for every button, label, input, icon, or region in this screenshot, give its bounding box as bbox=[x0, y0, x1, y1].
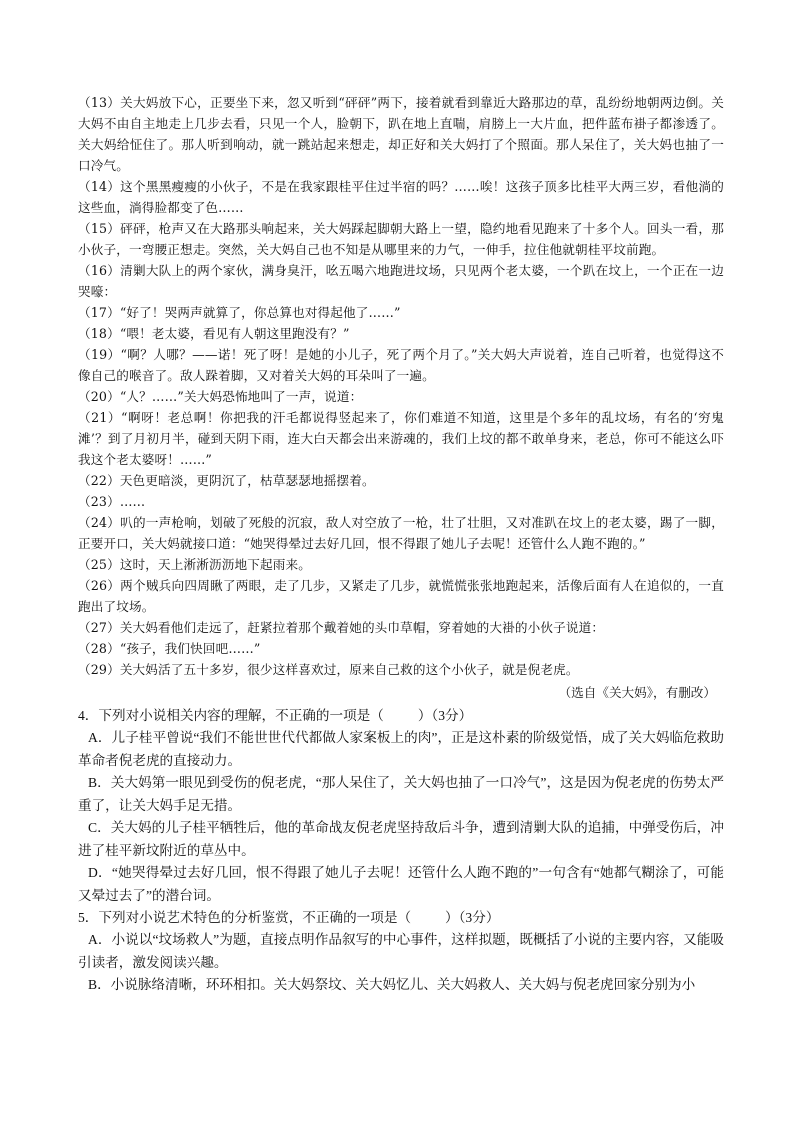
question-stem bbox=[78, 705, 724, 727]
story-paragraph: （26）两个贼兵向四周瞅了两眼，走了几步，又紧走了几步，就慌慌张张地跑起来，活像后面有人在追似的，一直跑出了坟场。 bbox=[78, 578, 724, 614]
question-score: ）（3分） bbox=[417, 708, 473, 723]
story-paragraph: （15）砰砰，枪声又在大路那头响起来，关大妈踩起脚朝大路上一望，隐约地看见跑来了十多个人。回头一看，那小伙子，一弯腰正想走。突然，关大妈自己也不知是从哪里来的力气，一伸手，拉住他就朝桂平坟前跑。 bbox=[78, 221, 724, 257]
exam-page bbox=[78, 92, 724, 997]
story-paragraph: （27）关大妈看他们走远了，赶紧拉着那个戴着她的头巾草帽，穿着她的大褂的小伙子说道： bbox=[78, 620, 605, 635]
question-5 bbox=[78, 907, 724, 997]
story-paragraph: （29）关大妈活了五十多岁，很少这样喜欢过，原来自己救的这个小伙子，就是倪老虎。 bbox=[78, 662, 579, 677]
story-paragraph: （24）叭的一声枪响，划破了死般的沉寂，敌人对空放了一枪，壮了壮胆，又对准趴在坟上的老太婆，踢了一脚，正要开口，关大妈就接口道：“她哭得晕过去好几回，恨不得跟了她儿子去呢！还管什么人跑不跑的。” bbox=[78, 515, 724, 551]
question-stem bbox=[78, 907, 724, 929]
option-b: B．小说脉络清晰，环环相扣。关大妈祭坟、关大妈忆儿、关大妈救人、关大妈与倪老虎回家分别为小 bbox=[88, 977, 696, 992]
story-paragraph: （14）这个黑黑瘦瘦的小伙子，不是在我家跟桂平住过半宿的吗？……唉！这孩子顶多比桂平大两三岁，看他淌的这些血，淌得脸都变了色…… bbox=[78, 179, 724, 215]
story-paragraph: （16）清剿大队上的两个家伙，满身臭汗，吆五喝六地跑进坟场，只见两个老太婆，一个趴在坟上，一个正在一边哭嚎： bbox=[78, 263, 724, 299]
story-paragraph: （19）“啊？人哪？——诺！死了呀！是她的小儿子，死了两个月了。”关大妈大声说着，连自己听着，也觉得这不像自己的喉音了。敌人跺着脚，又对着关大妈的耳朵叫了一遍。 bbox=[78, 347, 724, 383]
story-paragraph: （25）这时，天上淅淅沥沥地下起雨来。 bbox=[78, 557, 311, 572]
option-a: A．儿子桂平曾说“我们不能世世代代都做人家案板上的肉”，正是这朴素的阶级觉悟，成了关大妈临危救助革命者倪老虎的直接动力。 bbox=[78, 730, 724, 768]
option-c: C．关大妈的儿子桂平牺牲后，他的革命战友倪老虎坚持敌后斗争，遭到清剿大队的追捕，中弹受伤后，冲进了桂平新坟附近的草丛中。 bbox=[78, 820, 724, 858]
option-d: D．“她哭得晕过去好几回，恨不得跟了她儿子去呢！还管什么人跑不跑的”一句含有“她都气糊涂了，可能又晕过去了”的潜台词。 bbox=[78, 865, 724, 903]
question-stem-text: 4．下列对小说相关内容的理解，不正确的一项是（ bbox=[78, 708, 384, 723]
question-stem-text: 5．下列对小说艺术特色的分析鉴赏，不正确的一项是（ bbox=[78, 910, 412, 925]
question-list bbox=[78, 705, 724, 997]
option-b: B．关大妈第一眼见到受伤的倪老虎，“那人呆住了，关大妈也抽了一口冷气”，这是因为倪老虎的伤势太严重了，让关大妈手足无措。 bbox=[78, 775, 724, 813]
story-paragraph: （21）“啊呀！老总啊！你把我的汗毛都说得竖起来了，你们难道不知道，这里是个多年的乱坟场，有名的‘穷鬼滩’？到了月初月半，碰到天阴下雨，连大白天都会出来游魂的，我们上坟的都不敢单身来，老总，你可不能这么吓我这个老太婆呀！……” bbox=[78, 410, 724, 467]
story-passage bbox=[78, 92, 724, 703]
source-attribution: （选自《关大妈》，有删改） bbox=[558, 685, 716, 700]
story-paragraph: （28）“孩子，我们快回吧……” bbox=[78, 641, 261, 656]
story-paragraph: （20）“人？……”关大妈恐怖地叫了一声，说道： bbox=[78, 389, 363, 404]
story-paragraph: （22）天色更暗淡，更阴沉了，枯草瑟瑟地摇摆着。 bbox=[78, 473, 375, 488]
question-4 bbox=[78, 705, 724, 907]
story-paragraph: （13）关大妈放下心，正要坐下来，忽又听到“砰砰”两下，接着就看到靠近大路那边的草，乱纷纷地朝两边倒。关大妈不由自主地走上几步去看，只见一个人，脸朝下，趴在地上直喘，肩膀上一大片血，把件蓝布褂子都渗透了。关大妈给怔住了。那人听到响动，就一跳站起来想走，却正好和关大妈打了个照面。那人呆住了，关大妈也抽了一口冷气。 bbox=[78, 95, 724, 173]
story-paragraph: （18）“喂！老太婆，看见有人朝这里跑没有？” bbox=[78, 326, 350, 341]
story-paragraph: （23）…… bbox=[78, 494, 146, 509]
story-paragraph: （17）“好了！哭两声就算了，你总算也对得起他了……” bbox=[78, 305, 401, 320]
option-a: A．小说以“坟场救人”为题，直接点明作品叙写的中心事件，这样拟题，既概括了小说的主要内容，又能吸引读者，激发阅读兴趣。 bbox=[78, 932, 724, 970]
question-score: ）（3分） bbox=[445, 910, 500, 925]
